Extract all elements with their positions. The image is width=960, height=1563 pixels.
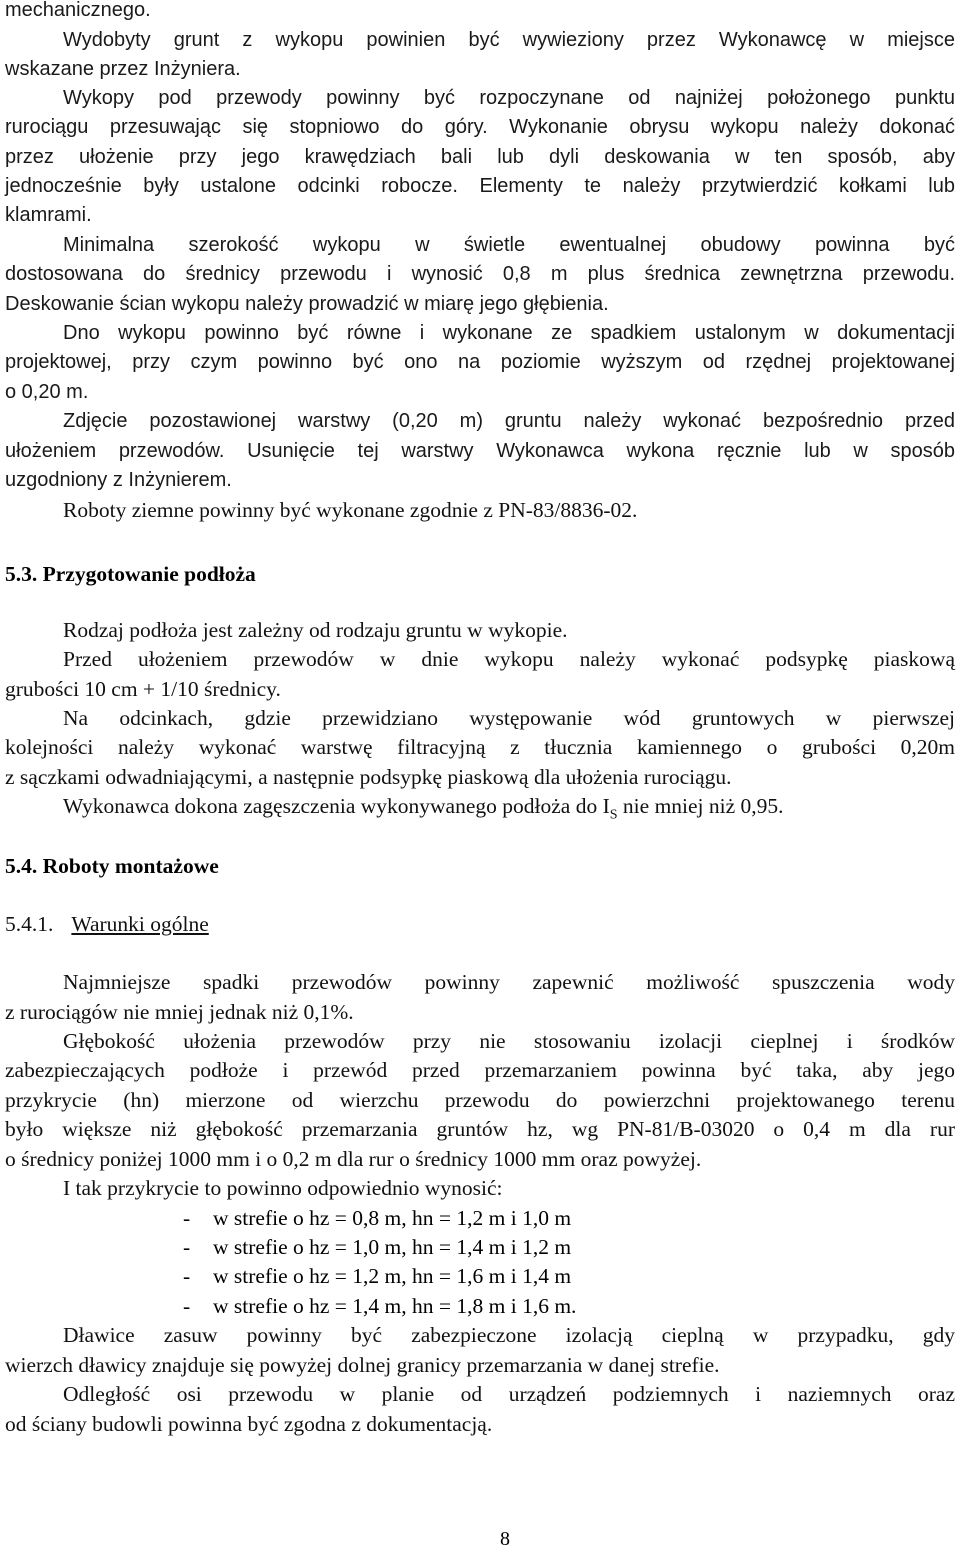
text-fragment: Wykonawca dokona zagęszczenia wykonywanego podłoża do I bbox=[63, 794, 610, 818]
text-line: jednocześnie były ustalone odcinki robocze. Elementy te należy przytwierdzić kołkami lub bbox=[5, 175, 955, 197]
text-line: o średnicy poniżej 1000 mm i o 0,2 m dla rur o średnicy 1000 mm oraz powyżej. bbox=[5, 1147, 702, 1171]
list-item: w strefie o hz = 1,4 m, hn = 1,8 m i 1,6 m. bbox=[213, 1294, 577, 1318]
text-line: z sączkami odwadniającymi, a następnie podsypkę piaskową dla ułożenia rurociągu. bbox=[5, 765, 732, 789]
text-line: dostosowana do średnicy przewodu i wynosić 0,8 m plus średnica zewnętrzna przewodu. bbox=[5, 263, 955, 285]
text-line: przez ułożenie przy jego krawędziach bali lub dyli deskowania w ten sposób, aby bbox=[5, 146, 955, 168]
list-dash: - bbox=[183, 1294, 191, 1318]
subsection-number: 5.4.1. bbox=[5, 912, 54, 936]
text-line: zabezpieczających podłoże i przewód przed przemarzaniem powinna być taka, aby jego bbox=[5, 1058, 955, 1082]
text-line: Odległość osi przewodu w planie od urządzeń podziemnych i naziemnych oraz bbox=[63, 1382, 955, 1406]
text-line: Dławice zasuw powinny być zabezpieczone izolacją cieplną w przypadku, gdy bbox=[63, 1323, 955, 1347]
text-line: Przed ułożeniem przewodów w dnie wykopu należy wykonać podsypkę piaskową bbox=[63, 647, 955, 671]
text-line: było większe niż głębokość przemarzania gruntów hz, wg PN-81/B-03020 o 0,4 m dla rur bbox=[5, 1117, 955, 1141]
text-line: Zdjęcie pozostawionej warstwy (0,20 m) gruntu należy wykonać bezpośrednio przed bbox=[63, 410, 955, 432]
text-line: Dno wykopu powinno być równe i wykonane ze spadkiem ustalonym w dokumentacji bbox=[63, 322, 955, 344]
text-line: wierzch dławicy znajduje się powyżej dolnej granicy przemarzania w danej strefie. bbox=[5, 1353, 720, 1377]
text-line: o 0,20 m. bbox=[5, 381, 89, 403]
page-number: 8 bbox=[500, 1528, 510, 1550]
text-line: Deskowanie ścian wykopu należy prowadzić w miarę jego głębienia. bbox=[5, 293, 609, 315]
text-line: z rurociągów nie mniej jednak niż 0,1%. bbox=[5, 1000, 354, 1024]
list-item: w strefie o hz = 1,0 m, hn = 1,4 m i 1,2 m bbox=[213, 1235, 572, 1259]
text-line: klamrami. bbox=[5, 204, 92, 226]
text-fragment: nie mniej niż 0,95. bbox=[617, 794, 784, 818]
text-line: od ściany budowli powinna być zgodna z dokumentacją. bbox=[5, 1412, 493, 1436]
text-line: I tak przykrycie to powinno odpowiednio wynosić: bbox=[63, 1176, 503, 1200]
text-line: Wykopy pod przewody powinny być rozpoczynane od najniżej położonego punktu bbox=[63, 87, 955, 109]
text-line: uzgodniony z Inżynierem. bbox=[5, 469, 232, 491]
text-line: przykrycie (hn) mierzone od wierzchu przewodu do powierzchni projektowanego terenu bbox=[5, 1088, 955, 1112]
text-line: grubości 10 cm + 1/10 średnicy. bbox=[5, 677, 281, 701]
text-line: Roboty ziemne powinny być wykonane zgodnie z PN-83/8836-02. bbox=[63, 498, 638, 522]
text-line bbox=[63, 792, 955, 829]
section-heading: 5.4. Roboty montażowe bbox=[5, 854, 219, 878]
list-dash: - bbox=[183, 1235, 191, 1259]
text-line: wskazane przez Inżyniera. bbox=[5, 58, 241, 80]
text-line: Minimalna szerokość wykopu w świetle ewentualnej obudowy powinna być bbox=[63, 234, 955, 256]
list-item: w strefie o hz = 1,2 m, hn = 1,6 m i 1,4 m bbox=[213, 1264, 572, 1288]
subsection-title: Warunki ogólne bbox=[71, 912, 209, 936]
list-item: w strefie o hz = 0,8 m, hn = 1,2 m i 1,0 m bbox=[213, 1206, 572, 1230]
text-line: projektowej, przy czym powinno być ono na poziomie wyższym od rzędnej projektowanej bbox=[5, 351, 955, 373]
section-heading: 5.3. Przygotowanie podłoża bbox=[5, 562, 256, 586]
list-dash: - bbox=[183, 1206, 191, 1230]
text-line: rurociągu przesuwając się stopniowo do góry. Wykonanie obrysu wykopu należy dokonać bbox=[5, 116, 955, 138]
subscript: S bbox=[609, 807, 618, 823]
subsection-heading bbox=[5, 910, 955, 939]
text-line: Najmniejsze spadki przewodów powinny zapewnić możliwość spuszczenia wody bbox=[63, 970, 955, 994]
text-line: Głębokość ułożenia przewodów przy nie stosowaniu izolacji cieplnej i środków bbox=[63, 1029, 955, 1053]
list-dash: - bbox=[183, 1264, 191, 1288]
text-line: mechanicznego. bbox=[5, 0, 151, 21]
text-line: Wydobyty grunt z wykopu powinien być wywieziony przez Wykonawcę w miejsce bbox=[63, 29, 955, 51]
text-line: ułożeniem przewodów. Usunięcie tej warstwy Wykonawca wykona ręcznie lub w sposób bbox=[5, 440, 955, 462]
text-line: Rodzaj podłoża jest zależny od rodzaju gruntu w wykopie. bbox=[63, 618, 568, 642]
text-line: Na odcinkach, gdzie przewidziano występowanie wód gruntowych w pierwszej bbox=[63, 706, 955, 730]
text-line: kolejności należy wykonać warstwę filtracyjną z tłucznia kamiennego o grubości 0,20m bbox=[5, 735, 955, 759]
